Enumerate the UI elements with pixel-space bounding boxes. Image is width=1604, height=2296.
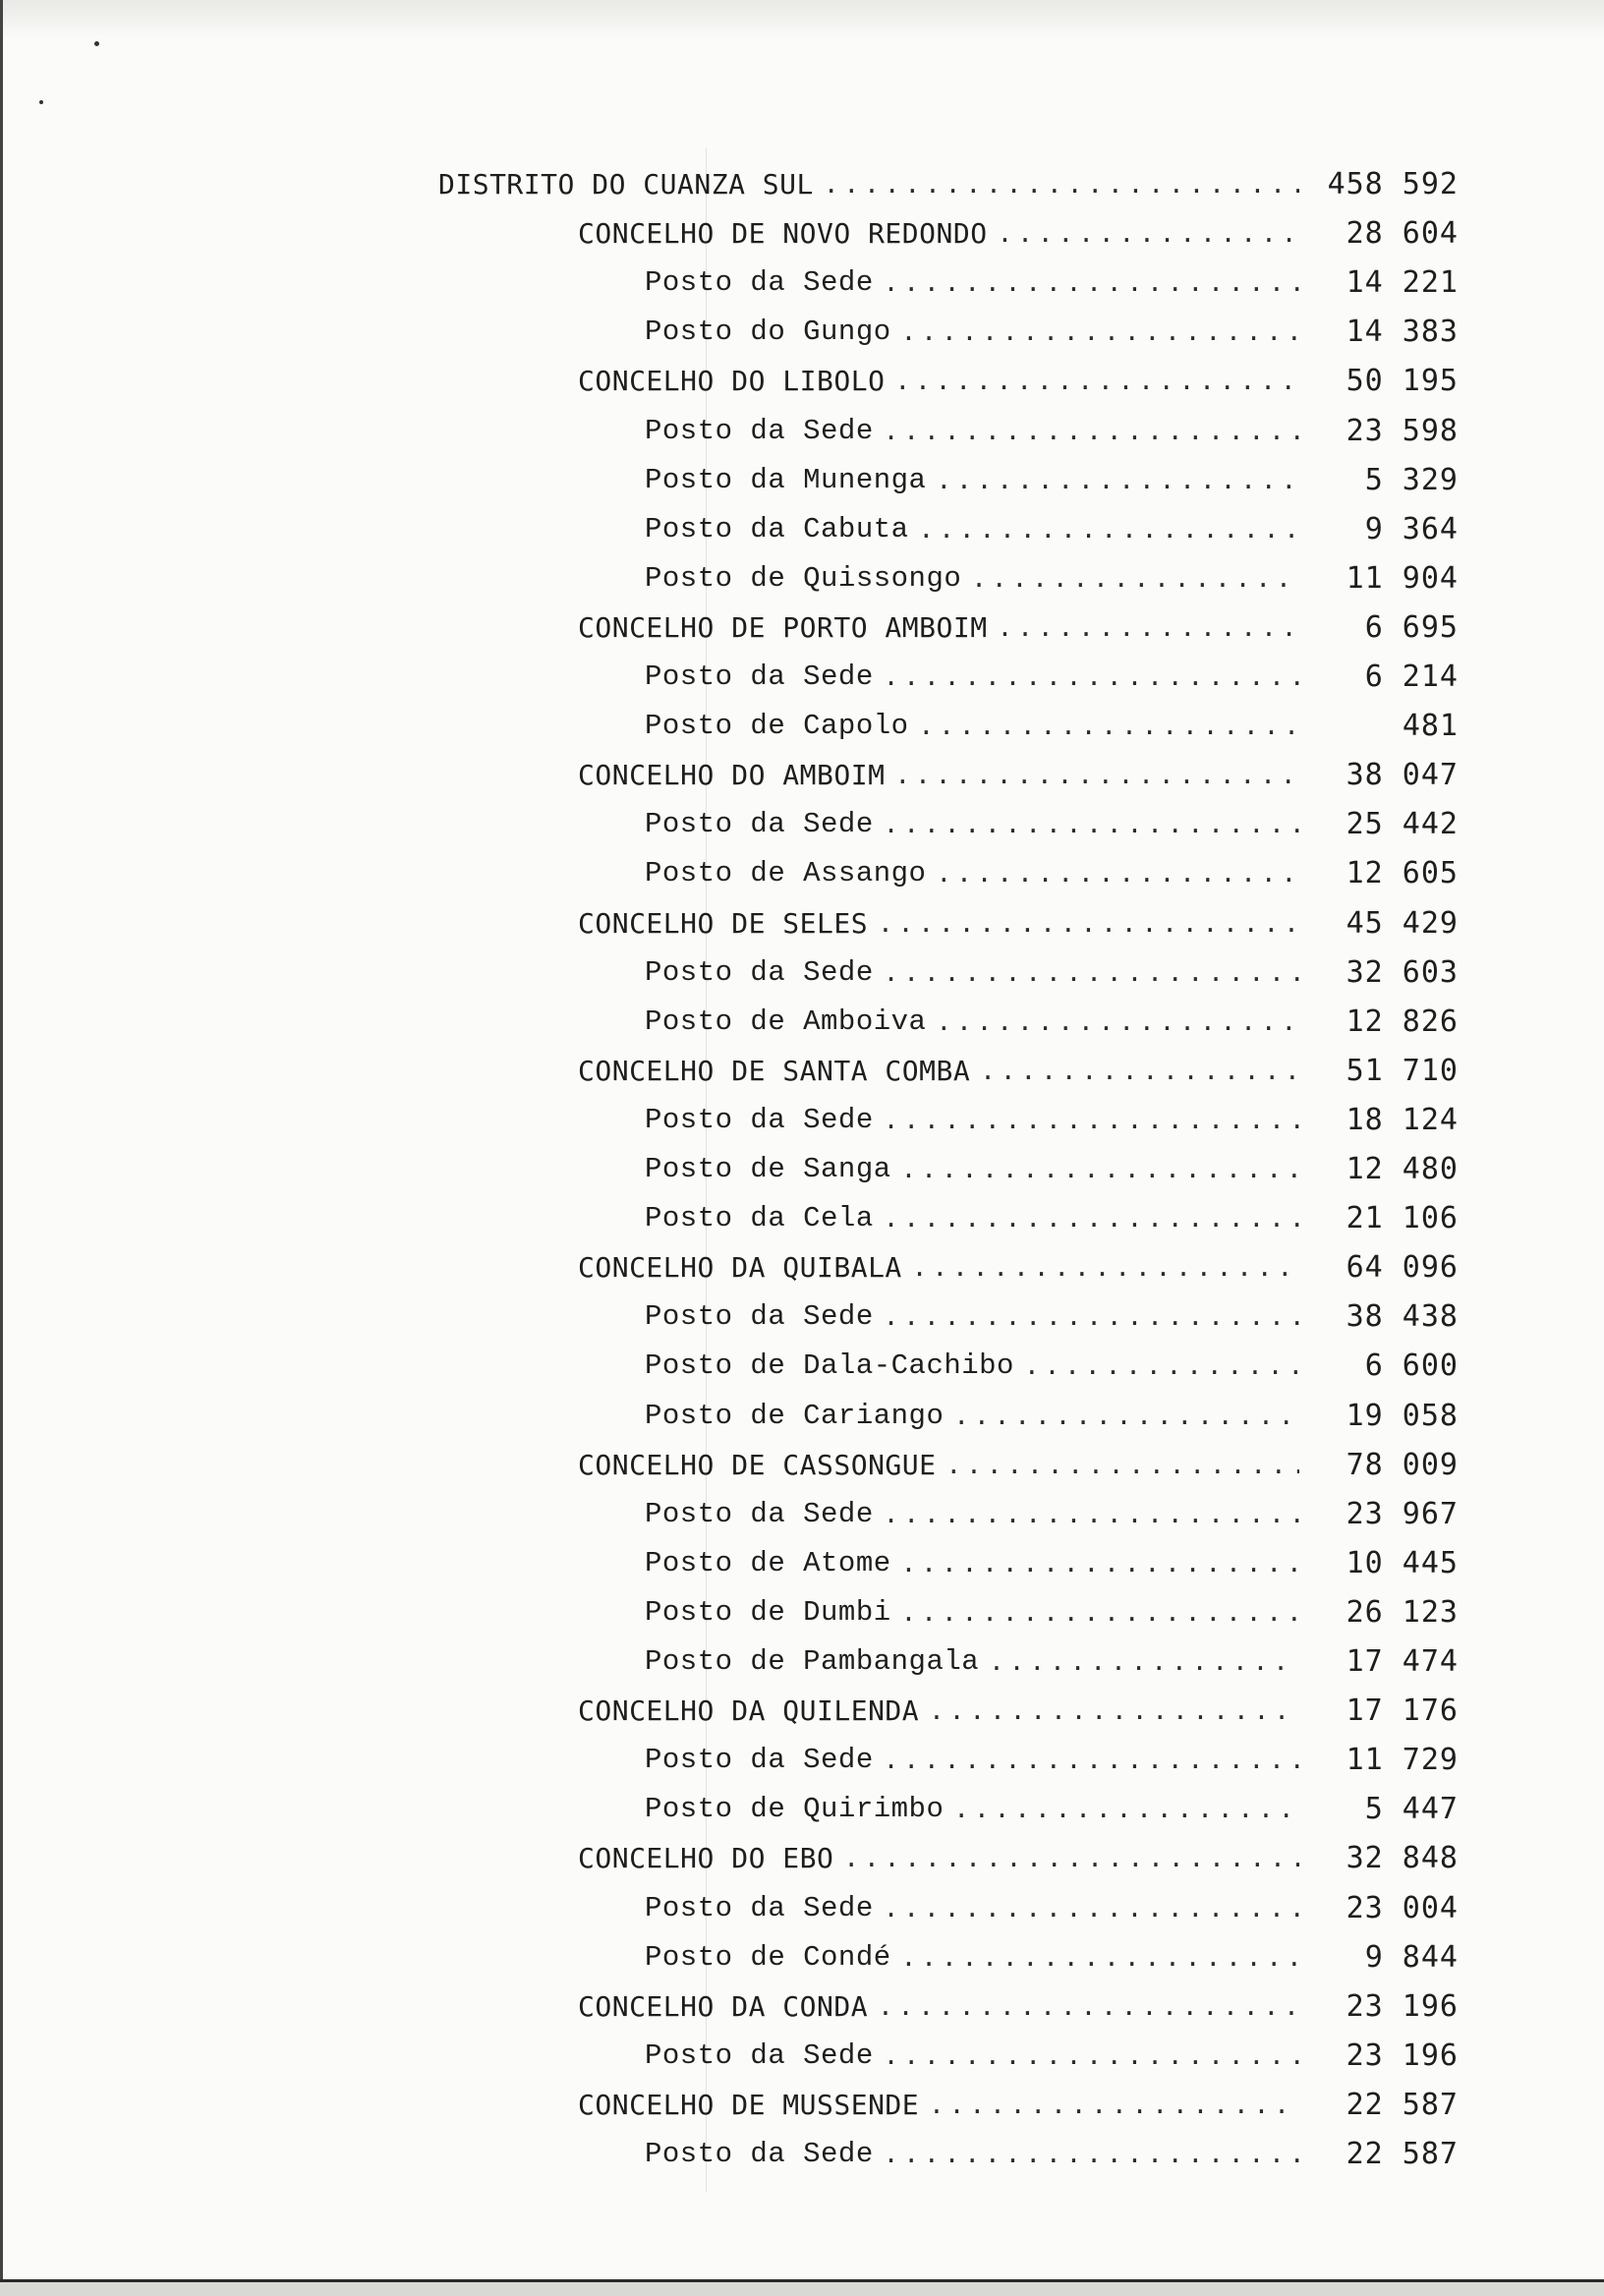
posto-row [645, 707, 1299, 746]
dot-leader [884, 1889, 1299, 1928]
dot-leader [824, 165, 1299, 204]
posto-row [645, 1790, 1299, 1829]
dot-leader [884, 2037, 1299, 2076]
concelho-row [578, 1987, 1299, 2027]
posto-row [645, 1347, 1299, 1386]
dot-leader [998, 608, 1299, 648]
entry-label: CONCELHO DO EBO [578, 1842, 834, 1874]
dot-leader [884, 1199, 1299, 1238]
posto-row [645, 2135, 1299, 2174]
dot-leader [878, 1987, 1299, 2027]
dot-leader [989, 1642, 1299, 1682]
posto-row [645, 263, 1299, 303]
concelho-row [578, 608, 1299, 648]
entry-value: 22 587 [1346, 2088, 1459, 2122]
posto-row [645, 1544, 1299, 1583]
district-row [438, 165, 1299, 204]
dot-leader [884, 263, 1299, 303]
dot-leader [884, 1495, 1299, 1534]
entry-value: 11 904 [1346, 561, 1459, 596]
entry-label: CONCELHO DE SELES [578, 907, 869, 940]
entry-label: Posto da Sede [645, 2039, 874, 2072]
entry-value: 18 124 [1346, 1103, 1459, 1137]
entry-label: Posto da Sede [645, 2138, 874, 2170]
entry-value: 5 329 [1364, 463, 1459, 497]
entry-value: 481 [1402, 709, 1459, 743]
entry-value: 6 214 [1364, 660, 1459, 694]
entry-value: 10 445 [1346, 1546, 1459, 1580]
entry-value: 17 474 [1346, 1644, 1459, 1679]
dot-leader [884, 805, 1299, 844]
entry-label: CONCELHO DE PORTO AMBOIM [578, 611, 988, 644]
posto-row [645, 1101, 1299, 1140]
entry-value: 5 447 [1364, 1792, 1459, 1826]
entry-value: 45 429 [1346, 906, 1459, 941]
posto-row [645, 1150, 1299, 1189]
dot-leader [936, 1003, 1299, 1042]
concelho-row [578, 362, 1299, 401]
posto-row [645, 559, 1299, 599]
entry-label: Posto de Quirimbo [645, 1793, 945, 1825]
entry-value: 14 221 [1346, 265, 1459, 300]
entry-label: Posto da Sede [645, 956, 874, 989]
dot-leader [884, 658, 1299, 697]
dot-leader [980, 1052, 1299, 1091]
posto-row [645, 313, 1299, 352]
dot-leader [953, 1397, 1299, 1436]
entry-label: DISTRITO DO CUANZA SUL [438, 168, 814, 201]
dot-leader [884, 1741, 1299, 1780]
posto-row [645, 1938, 1299, 1978]
dot-leader [901, 1544, 1299, 1583]
posto-row [645, 412, 1299, 451]
posto-row [645, 1297, 1299, 1337]
entry-label: CONCELHO DE NOVO REDONDO [578, 217, 988, 250]
entry-label: Posto de Atome [645, 1547, 891, 1579]
concelho-row [578, 214, 1299, 254]
entry-value: 50 195 [1346, 364, 1459, 398]
entry-value: 51 710 [1346, 1054, 1459, 1088]
entry-label: Posto do Gungo [645, 316, 891, 348]
dot-leader [901, 1150, 1299, 1189]
entry-label: Posto da Sede [645, 1892, 874, 1924]
posto-row [645, 1593, 1299, 1633]
entry-label: CONCELHO DE MUSSENDE [578, 2089, 920, 2121]
entry-label: Posto de Pambangala [645, 1645, 980, 1678]
entry-value: 11 729 [1346, 1743, 1459, 1777]
entry-value: 6 600 [1364, 1349, 1459, 1383]
entry-value: 21 106 [1346, 1201, 1459, 1235]
dot-leader [919, 707, 1299, 746]
concelho-row [578, 1248, 1299, 1288]
entry-value: 12 480 [1346, 1152, 1459, 1186]
entry-value: 23 004 [1346, 1891, 1459, 1925]
entry-label: Posto de Dumbi [645, 1596, 891, 1629]
entry-value: 23 196 [1346, 2038, 1459, 2073]
dot-leader [901, 1593, 1299, 1633]
entry-label: CONCELHO DA CONDA [578, 1990, 869, 2023]
concelho-row [578, 1052, 1299, 1091]
dot-leader [894, 362, 1299, 401]
dot-leader [901, 313, 1299, 352]
dot-leader [884, 953, 1299, 993]
dot-leader [912, 1248, 1299, 1288]
concelho-row [578, 1839, 1299, 1878]
entry-value: 9 844 [1364, 1940, 1459, 1975]
concelho-row [578, 756, 1299, 795]
entry-value: 22 587 [1346, 2137, 1459, 2171]
dot-leader [894, 756, 1299, 795]
posto-row [645, 805, 1299, 844]
concelho-row [578, 1692, 1299, 1731]
entry-label: Posto de Cariango [645, 1400, 945, 1432]
posto-row [645, 1003, 1299, 1042]
dot-leader [936, 461, 1299, 500]
dot-leader [929, 1692, 1299, 1731]
entry-label: Posto da Sede [645, 1744, 874, 1776]
entry-label: Posto da Sede [645, 266, 874, 299]
entry-value: 23 967 [1346, 1497, 1459, 1531]
entry-value: 12 826 [1346, 1004, 1459, 1039]
dot-leader [884, 412, 1299, 451]
posto-row [645, 510, 1299, 549]
entry-value: 14 383 [1346, 315, 1459, 349]
entry-label: Posto de Assango [645, 857, 927, 890]
dot-leader [919, 510, 1299, 549]
entry-label: Posto de Quissongo [645, 562, 962, 595]
entry-value: 23 598 [1346, 414, 1459, 448]
entry-value: 17 176 [1346, 1693, 1459, 1728]
entry-label: CONCELHO DE CASSONGUE [578, 1449, 937, 1481]
dot-leader [998, 214, 1299, 254]
entry-label: Posto da Sede [645, 808, 874, 840]
dot-leader [878, 904, 1299, 944]
dot-leader [901, 1938, 1299, 1978]
entry-label: CONCELHO DE SANTA COMBA [578, 1055, 971, 1087]
entry-label: Posto da Sede [645, 660, 874, 693]
entry-label: CONCELHO DA QUILENDA [578, 1694, 920, 1727]
entry-label: Posto da Sede [645, 1104, 874, 1136]
posto-row [645, 1642, 1299, 1682]
entry-label: Posto da Cela [645, 1202, 874, 1234]
posto-row [645, 1495, 1299, 1534]
entry-value: 32 603 [1346, 955, 1459, 990]
entry-label: Posto da Cabuta [645, 513, 909, 545]
posto-row [645, 953, 1299, 993]
entry-value: 23 196 [1346, 1989, 1459, 2024]
entry-value: 25 442 [1346, 807, 1459, 841]
dot-leader [936, 854, 1299, 893]
entry-label: CONCELHO DA QUIBALA [578, 1251, 902, 1284]
entry-label: Posto da Sede [645, 1498, 874, 1530]
entry-value: 19 058 [1346, 1399, 1459, 1433]
entry-value: 38 438 [1346, 1299, 1459, 1334]
dot-leader [884, 1297, 1299, 1337]
dot-leader [946, 1446, 1299, 1485]
posto-row [645, 854, 1299, 893]
concelho-row [578, 1446, 1299, 1485]
dot-leader [843, 1839, 1299, 1878]
entry-label: CONCELHO DO AMBOIM [578, 759, 886, 791]
entry-value: 6 695 [1364, 610, 1459, 645]
entry-label: Posto da Munenga [645, 464, 927, 496]
dot-leader [929, 2086, 1299, 2125]
entry-value: 38 047 [1346, 758, 1459, 792]
dot-leader [953, 1790, 1299, 1829]
posto-row [645, 461, 1299, 500]
entry-value: 28 604 [1346, 216, 1459, 251]
entry-value: 458 592 [1327, 167, 1459, 201]
posto-row [645, 658, 1299, 697]
concelho-row [578, 2086, 1299, 2125]
entry-label: Posto de Sanga [645, 1153, 891, 1185]
entry-value: 78 009 [1346, 1448, 1459, 1482]
posto-row [645, 1397, 1299, 1436]
concelho-row [578, 904, 1299, 944]
dot-leader [1024, 1347, 1299, 1386]
entry-value: 12 605 [1346, 856, 1459, 890]
entry-value: 32 848 [1346, 1841, 1459, 1875]
posto-row [645, 1741, 1299, 1780]
entry-label: Posto de Capolo [645, 710, 909, 742]
posto-row [645, 2037, 1299, 2076]
entry-value: 9 364 [1364, 512, 1459, 546]
posto-row [645, 1199, 1299, 1238]
entry-label: Posto da Sede [645, 1300, 874, 1333]
entry-label: CONCELHO DO LIBOLO [578, 365, 886, 397]
posto-row [645, 1889, 1299, 1928]
entry-label: Posto de Condé [645, 1941, 891, 1974]
entry-label: Posto de Amboiva [645, 1005, 927, 1038]
entry-label: Posto de Dala-Cachibo [645, 1349, 1014, 1382]
entry-value: 26 123 [1346, 1595, 1459, 1630]
entry-label: Posto da Sede [645, 415, 874, 447]
dot-leader [971, 559, 1299, 599]
entry-value: 64 096 [1346, 1250, 1459, 1285]
dot-leader [884, 1101, 1299, 1140]
dot-leader [884, 2135, 1299, 2174]
